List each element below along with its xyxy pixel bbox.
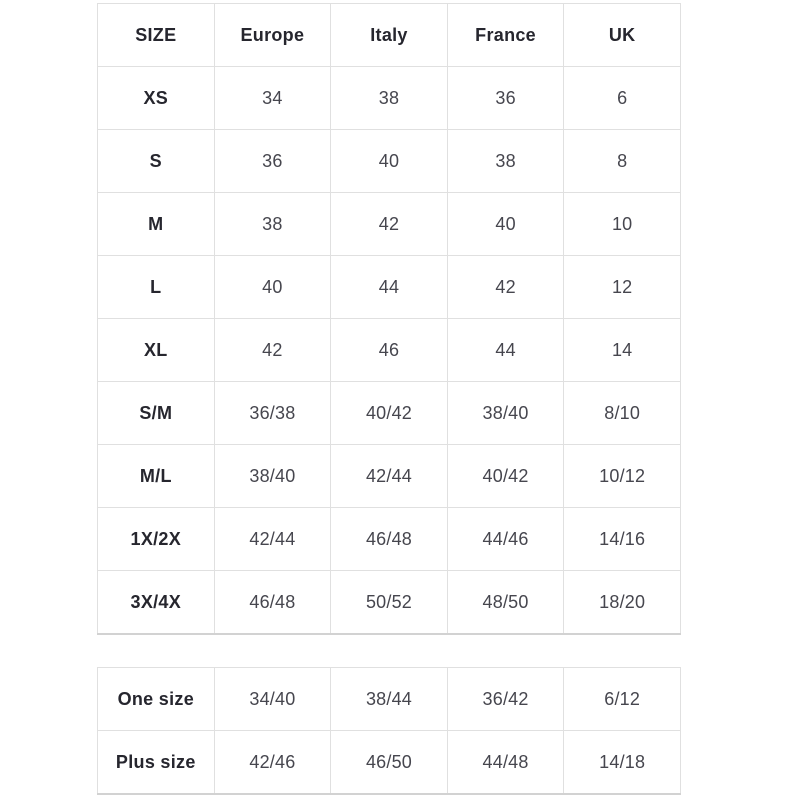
europe-value-cell: 46/48 xyxy=(214,571,331,635)
size-label-cell: M xyxy=(98,193,215,256)
table-row-sm xyxy=(98,382,681,445)
table-row-m xyxy=(98,193,681,256)
table-row-xs xyxy=(98,67,681,130)
table-row-l xyxy=(98,256,681,319)
france-value-cell: 44/46 xyxy=(447,508,564,571)
europe-value-cell: 34 xyxy=(214,67,331,130)
size-label-cell: XL xyxy=(98,319,215,382)
table-row-1x2x xyxy=(98,508,681,571)
italy-value-cell: 44 xyxy=(331,256,448,319)
france-value-cell: 44/48 xyxy=(447,731,564,795)
uk-value-cell: 12 xyxy=(564,256,681,319)
france-value-cell: 38/40 xyxy=(447,382,564,445)
size-label-cell: 3X/4X xyxy=(98,571,215,635)
italy-value-cell: 42/44 xyxy=(331,445,448,508)
size-conversion-table xyxy=(97,3,681,635)
italy-value-cell: 46/48 xyxy=(331,508,448,571)
size-label-cell: L xyxy=(98,256,215,319)
header-cell-size: SIZE xyxy=(98,4,215,67)
france-value-cell: 48/50 xyxy=(447,571,564,635)
italy-value-cell: 50/52 xyxy=(331,571,448,635)
europe-value-cell: 38/40 xyxy=(214,445,331,508)
france-value-cell: 36 xyxy=(447,67,564,130)
table-row-s xyxy=(98,130,681,193)
italy-value-cell: 46 xyxy=(331,319,448,382)
uk-value-cell: 18/20 xyxy=(564,571,681,635)
europe-value-cell: 36/38 xyxy=(214,382,331,445)
size-label-cell: M/L xyxy=(98,445,215,508)
table-row-3x4x xyxy=(98,571,681,635)
header-cell-uk: UK xyxy=(564,4,681,67)
size-label-cell: Plus size xyxy=(98,731,215,795)
table-row-plus-size xyxy=(98,731,681,795)
header-cell-europe: Europe xyxy=(214,4,331,67)
uk-value-cell: 14/18 xyxy=(564,731,681,795)
italy-value-cell: 46/50 xyxy=(331,731,448,795)
italy-value-cell: 40/42 xyxy=(331,382,448,445)
italy-value-cell: 38 xyxy=(331,67,448,130)
france-value-cell: 42 xyxy=(447,256,564,319)
size-label-cell: 1X/2X xyxy=(98,508,215,571)
france-value-cell: 40/42 xyxy=(447,445,564,508)
size-label-cell: S/M xyxy=(98,382,215,445)
italy-value-cell: 42 xyxy=(331,193,448,256)
table-row-xl xyxy=(98,319,681,382)
europe-value-cell: 40 xyxy=(214,256,331,319)
uk-value-cell: 10 xyxy=(564,193,681,256)
europe-value-cell: 42/44 xyxy=(214,508,331,571)
uk-value-cell: 14 xyxy=(564,319,681,382)
europe-value-cell: 38 xyxy=(214,193,331,256)
uk-value-cell: 8/10 xyxy=(564,382,681,445)
uk-value-cell: 6/12 xyxy=(564,668,681,731)
italy-value-cell: 40 xyxy=(331,130,448,193)
size-label-cell: XS xyxy=(98,67,215,130)
uk-value-cell: 10/12 xyxy=(564,445,681,508)
france-value-cell: 44 xyxy=(447,319,564,382)
table-row-one-size xyxy=(98,668,681,731)
france-value-cell: 40 xyxy=(447,193,564,256)
uk-value-cell: 14/16 xyxy=(564,508,681,571)
size-label-cell: S xyxy=(98,130,215,193)
special-sizes-table xyxy=(97,667,681,795)
europe-value-cell: 36 xyxy=(214,130,331,193)
italy-value-cell: 38/44 xyxy=(331,668,448,731)
header-row xyxy=(98,4,681,67)
europe-value-cell: 42 xyxy=(214,319,331,382)
uk-value-cell: 8 xyxy=(564,130,681,193)
france-value-cell: 38 xyxy=(447,130,564,193)
header-cell-france: France xyxy=(447,4,564,67)
uk-value-cell: 6 xyxy=(564,67,681,130)
size-label-cell: One size xyxy=(98,668,215,731)
europe-value-cell: 42/46 xyxy=(214,731,331,795)
europe-value-cell: 34/40 xyxy=(214,668,331,731)
header-cell-italy: Italy xyxy=(331,4,448,67)
france-value-cell: 36/42 xyxy=(447,668,564,731)
table-row-ml xyxy=(98,445,681,508)
